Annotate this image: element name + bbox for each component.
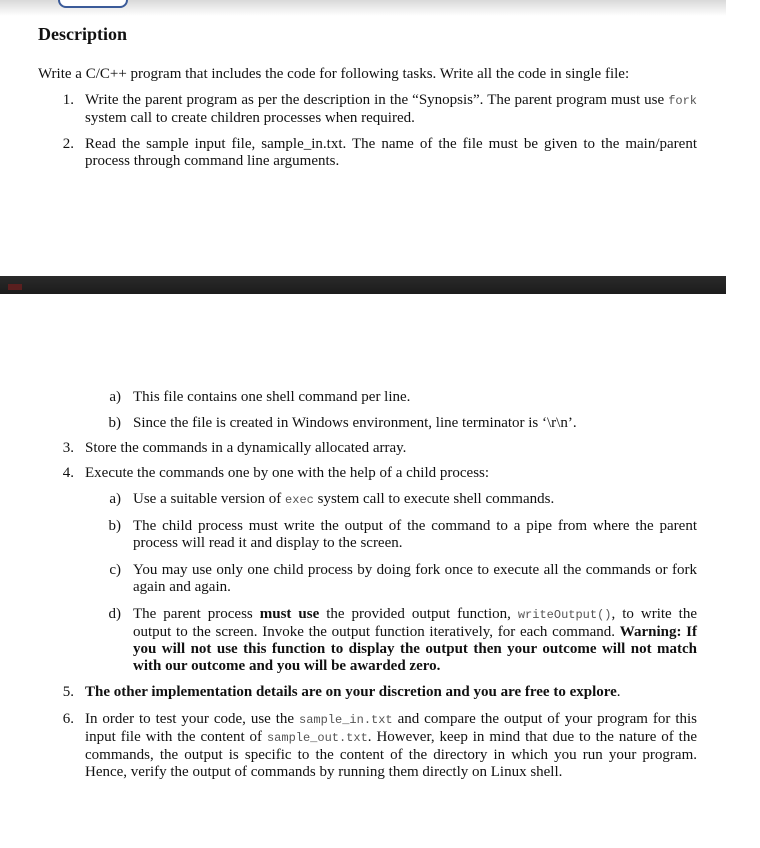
list-item-4: Execute the commands one by one with the help of a child process: [85, 465, 490, 481]
page-divider-bar [0, 276, 726, 294]
list-number: 5. [62, 684, 74, 700]
bar-marker [8, 284, 22, 290]
sub-item-4b: The child process must write the output of the command to a pipe from where the parent process will read it and display to the screen. [133, 518, 697, 551]
sub-item-2b: Since the file is created in Windows environment, line terminator is ‘\r\n’. [133, 415, 577, 431]
sub-list-letter: b) [108, 415, 121, 431]
sub-list-letter: c) [109, 562, 121, 578]
section-title: Description [38, 24, 127, 44]
list-item-1: Write the parent program as per the description in the “Synopsis”. The parent program must use fork system call to create children processes when required. [85, 92, 697, 126]
list-item-3: Store the commands in a dynamically allocated array. [85, 440, 407, 456]
inline-code: fork [668, 94, 697, 108]
sub-item-4d: The parent process must use the provided output function, writeOutput(), to write the output to the screen. Invoke the output function iteratively, for each command. Warning: If you will not use this function to display the output then your outcome will not match with our outcome and you will be awarded zero. [133, 606, 697, 674]
sub-item-4a: Use a suitable version of exec system call to execute shell commands. [133, 491, 555, 507]
list-number: 6. [62, 711, 74, 727]
list-item-2: Read the sample input file, sample_in.txt. The name of the file must be given to the main/parent process through command line arguments. [85, 136, 697, 169]
inline-code: sample_in.txt [299, 713, 393, 727]
sub-list-letter: d) [108, 606, 121, 622]
list-item-5: The other implementation details are on your discretion and you are free to explore. [85, 684, 621, 700]
sub-list-letter: b) [108, 518, 121, 534]
sub-item-2a: This file contains one shell command per line. [133, 389, 411, 405]
sub-list-letter: a) [109, 389, 121, 405]
inline-code: sample_out.txt [266, 731, 368, 745]
list-item-6: In order to test your code, use the sample_in.txt and compare the output of your program for this input file with the content of sample_out.txt. However, keep in mind that due to the nature of the commands, the output is specific to the content of the directory in which you run your program. Hence, verify the output of commands by running them directly on Linux shell. [85, 711, 698, 780]
sub-list-letter: a) [109, 491, 121, 507]
list-number: 1. [62, 92, 74, 108]
list-number: 4. [62, 465, 74, 481]
inline-code: writeOutput() [517, 608, 612, 622]
sub-item-4c: You may use only one child process by doing fork once to execute all the commands or fork again and again. [133, 562, 697, 595]
intro-text: Write a C/C++ program that includes the code for following tasks. Write all the code in single file: [38, 66, 630, 82]
inline-code: exec [285, 493, 314, 507]
list-number: 2. [62, 136, 74, 152]
top-tab-button[interactable] [58, 0, 128, 8]
list-number: 3. [62, 440, 74, 456]
